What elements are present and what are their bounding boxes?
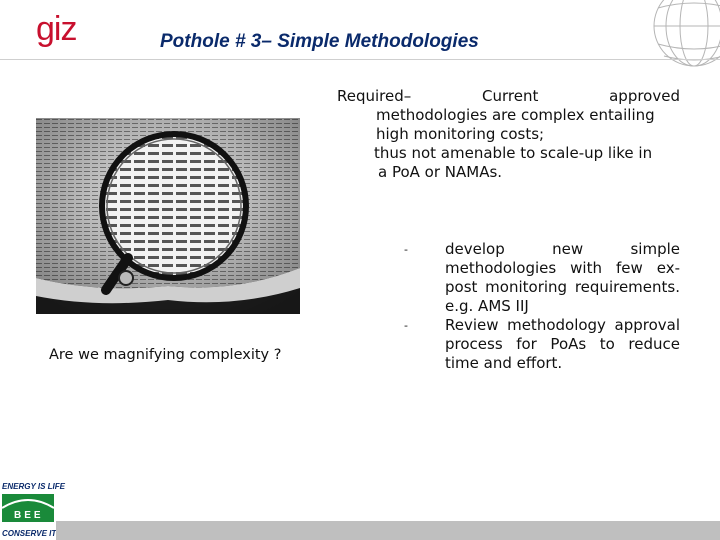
dash-marker: - <box>404 319 408 332</box>
image-caption: Are we magnifying complexity ? <box>49 347 282 363</box>
globe-logo <box>634 0 720 62</box>
required-word-current: Current <box>482 87 539 105</box>
footer-bar <box>56 521 720 540</box>
bee-logo-line3: CONSERVE IT <box>2 529 57 538</box>
requirement-line-5: a PoA or NAMAs. <box>378 163 503 181</box>
page-title: Pothole # 3– Simple Methodologies <box>160 31 479 52</box>
requirement-line-4: thus not amenable to scale-up like in <box>374 144 653 162</box>
required-label: Required– <box>337 87 412 105</box>
requirement-line-1 <box>337 87 680 106</box>
action-list <box>400 240 680 373</box>
giz-logo: giz <box>36 10 77 48</box>
bee-logo-line1: ENERGY IS LIFE <box>2 482 65 491</box>
list-item-text: develop new simple methodologies with few ex-post monitoring requirements. e.g. AMS IIJ <box>445 240 680 315</box>
title-divider <box>0 59 720 60</box>
list-item <box>400 316 680 373</box>
requirement-line-3: high monitoring costs; <box>376 125 545 143</box>
bee-logo-line2: BEE <box>14 510 44 521</box>
dash-marker: - <box>404 243 408 256</box>
magnifying-glass-image <box>36 118 300 314</box>
required-word-approved: approved <box>609 87 680 105</box>
list-item <box>400 240 680 316</box>
requirement-paragraph <box>337 87 680 182</box>
bee-logo <box>0 480 65 540</box>
list-item-text: Review methodology approval process for PoAs to reduce time and effort. <box>445 316 680 372</box>
requirement-line-2: methodologies are complex entailing <box>376 106 655 124</box>
